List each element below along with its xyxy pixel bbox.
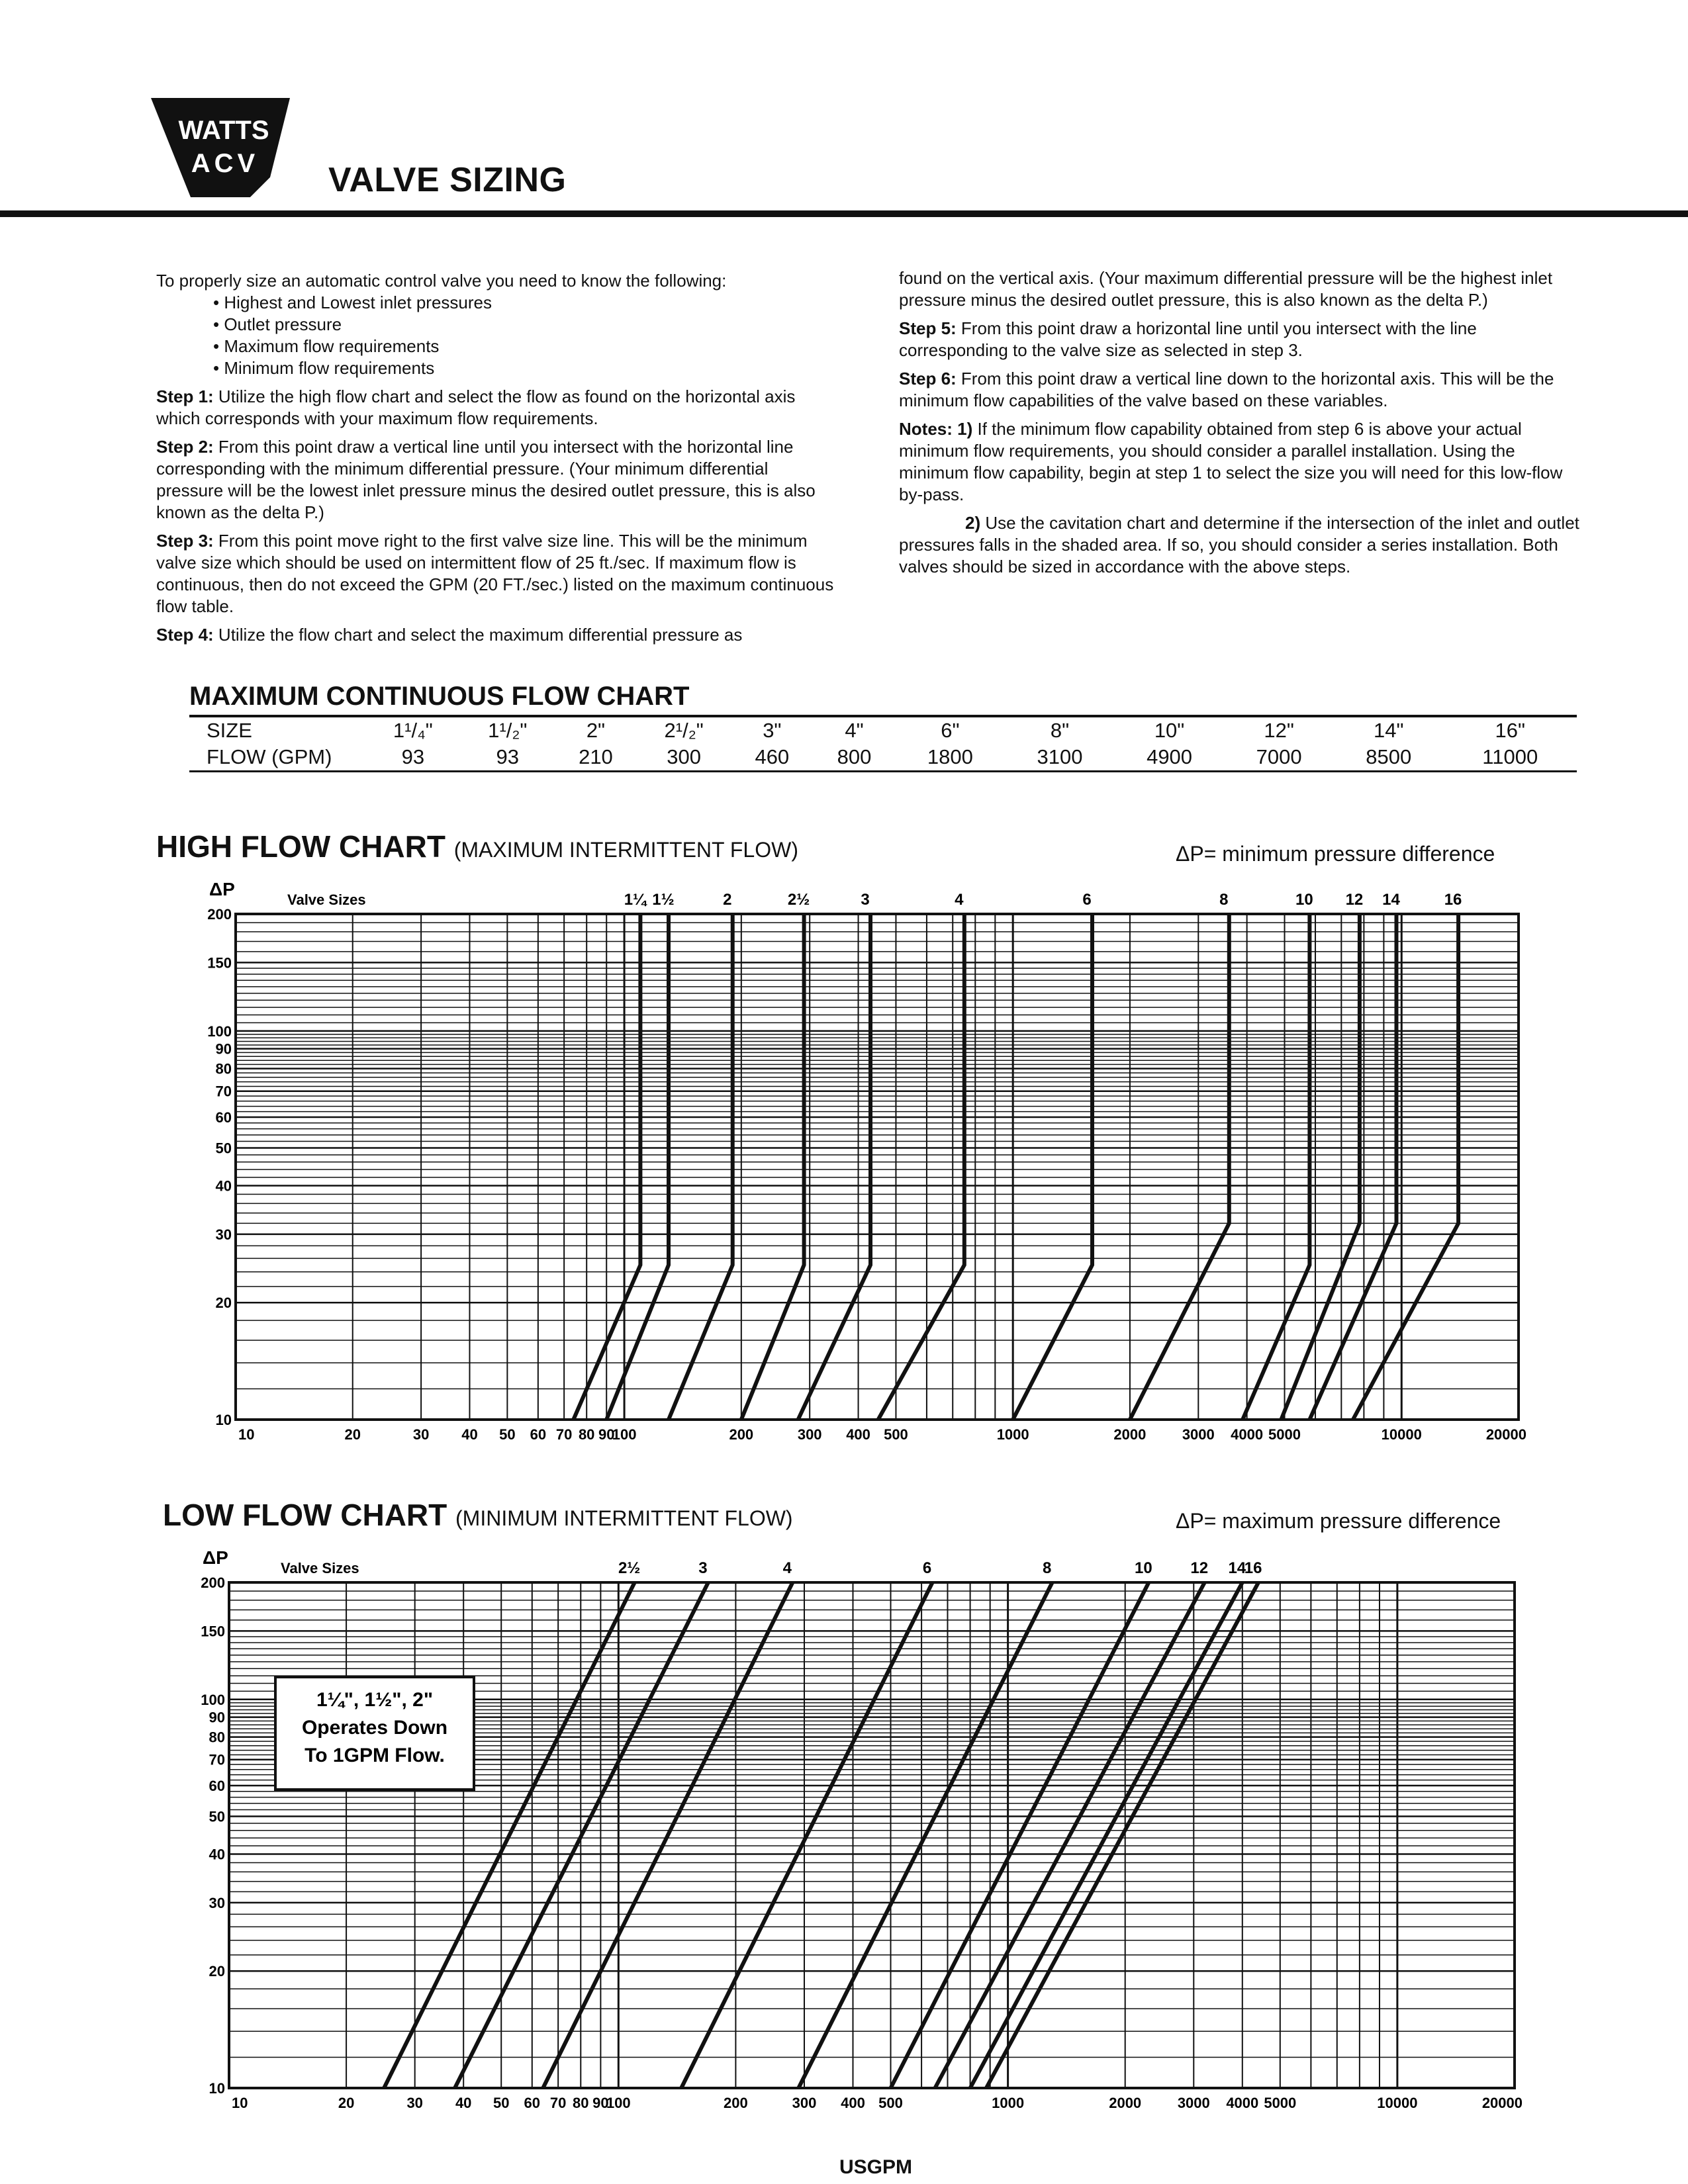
table-row-flow: [189, 744, 1577, 770]
y-tick-label: 50: [215, 1140, 232, 1157]
step-1: [156, 386, 838, 430]
y-tick-label: 70: [209, 1751, 225, 1768]
step-3: [156, 530, 838, 617]
series-label: 3: [698, 1559, 708, 1577]
step-4-continuation: found on the vertical axis. (Your maximum differential pressure will be the highest inlet pressure minus the desired outlet pressure, this is also known as the delta P.): [899, 268, 1553, 310]
chart-title-text: LOW FLOW CHART: [163, 1498, 447, 1532]
series-line: [1013, 914, 1092, 1420]
series-line: [1243, 914, 1309, 1420]
series-label: 2: [723, 891, 732, 909]
note-text: Use the cavitation chart and determine if the intersection of the inlet and outlet pressures falls in the shaded area. If so, you should consider a series installation. Both valves should be sized in accordance with the above steps.: [899, 513, 1579, 576]
series-line: [878, 914, 964, 1420]
x-tick-label: 3000: [1182, 1426, 1215, 1443]
step-label: Step 4:: [156, 625, 214, 645]
x-tick-label: 4000: [1226, 2095, 1259, 2111]
x-tick-label: 90: [598, 1426, 615, 1443]
size-cell: 4": [845, 719, 864, 742]
step-text: Utilize the flow chart and select the maximum differential pressure as: [213, 625, 743, 645]
series-label: 10: [1295, 891, 1313, 909]
x-tick-label: 10: [238, 1426, 255, 1443]
x-tick-label: 40: [461, 1426, 478, 1443]
flow-cell: 300: [667, 745, 701, 768]
notes-label: Notes: 1): [899, 419, 973, 439]
requirements-list: [213, 292, 838, 379]
x-tick-label: 30: [412, 1426, 430, 1443]
y-tick-label: 100: [207, 1023, 232, 1040]
step-label: Step 3:: [156, 531, 214, 551]
low-flow-dp-note: ΔP= maximum pressure difference: [1176, 1509, 1501, 1533]
x-tick-label: 20000: [1485, 1426, 1526, 1443]
series-label: 6: [922, 1559, 932, 1577]
bullet-item: • Minimum flow requirements: [213, 357, 838, 379]
chart-frame: [236, 914, 1519, 1420]
page-title: VALVE SIZING: [328, 161, 567, 199]
size-cell: 10": [1154, 719, 1185, 742]
series-label: 1½: [652, 891, 675, 909]
y-tick-label: 10: [209, 2080, 225, 2097]
y-tick-label: 80: [209, 1729, 225, 1746]
flow-cell: 800: [837, 745, 872, 768]
y-tick-label: 150: [201, 1623, 225, 1640]
series-label: 16: [1244, 1559, 1262, 1577]
y-tick-label: 60: [215, 1109, 232, 1126]
series-line: [669, 914, 733, 1420]
x-axis-label: USGPM: [839, 2156, 913, 2178]
series-header: Valve Sizes: [287, 891, 366, 908]
series-line: [986, 1582, 1258, 2088]
x-tick-label: 20000: [1481, 2095, 1523, 2111]
series-label: 12: [1345, 891, 1364, 909]
x-tick-label: 500: [878, 2095, 903, 2111]
flow-cell: 93: [496, 745, 519, 768]
y-axis-label: ΔP: [209, 879, 235, 899]
x-tick-label: 400: [841, 2095, 865, 2111]
series-line: [741, 914, 804, 1420]
x-tick-label: 1000: [992, 2095, 1025, 2111]
y-tick-label: 80: [215, 1060, 232, 1077]
x-tick-label: 60: [530, 1426, 547, 1443]
instructions-right-column: [899, 267, 1587, 584]
series-label: 4: [955, 891, 964, 909]
notes-label: 2): [965, 513, 981, 533]
note-1: [899, 418, 1587, 506]
series-line: [1353, 914, 1458, 1420]
y-tick-label: 40: [209, 1846, 225, 1863]
bullet-item: • Outlet pressure: [213, 314, 838, 336]
low-flow-chart: [0, 1529, 1688, 2151]
series-line: [606, 914, 669, 1420]
step-label: Step 1:: [156, 387, 214, 406]
x-tick-label: 200: [724, 2095, 748, 2111]
y-tick-label: 40: [215, 1177, 232, 1195]
y-tick-label: 30: [209, 1894, 225, 1911]
y-tick-label: 90: [215, 1040, 232, 1058]
size-cell: 2¹/₂": [664, 719, 704, 742]
y-axis-label: ΔP: [203, 1547, 228, 1568]
y-tick-label: 20: [209, 1963, 225, 1980]
y-tick-label: 50: [209, 1808, 225, 1825]
x-tick-label: 500: [884, 1426, 908, 1443]
series-label: 2½: [618, 1559, 641, 1577]
step-label: Step 5:: [899, 318, 957, 338]
flow-cell: 8500: [1366, 745, 1412, 768]
y-tick-label: 100: [201, 1691, 225, 1708]
x-tick-label: 2000: [1109, 2095, 1142, 2111]
annotation-text: 1¼", 1½", 2": [316, 1689, 434, 1711]
series-label: 1¼: [624, 891, 647, 909]
size-cell: 6": [941, 719, 960, 742]
x-tick-label: 400: [846, 1426, 870, 1443]
high-flow-chart-title: [156, 829, 798, 864]
x-tick-label: 40: [455, 2095, 472, 2111]
max-continuous-flow-table: [189, 715, 1577, 772]
size-cell: 12": [1264, 719, 1294, 742]
series-line: [384, 1582, 635, 2088]
header-rule: [0, 210, 1688, 217]
bullet-item: • Maximum flow requirements: [213, 336, 838, 357]
y-tick-label: 60: [209, 1778, 225, 1795]
series-label: 2½: [787, 891, 810, 909]
annotation-text: To 1GPM Flow.: [305, 1745, 445, 1766]
step-text: From this point draw a horizontal line until you intersect with the line corresponding to the valve size as selected in step 3.: [899, 318, 1477, 360]
flow-cell: 11000: [1482, 745, 1538, 768]
bullet-item: • Highest and Lowest inlet pressures: [213, 292, 838, 314]
size-cell: 1¹/₂": [488, 719, 528, 742]
series-label: 14: [1228, 1559, 1246, 1577]
step-2: [156, 436, 838, 523]
series-label: 3: [861, 891, 870, 909]
step-text: From this point draw a vertical line until you intersect with the horizontal line corresponding with the minimum differential pressure. (Your minimum differential pressure will be the lowest inlet pressure minus the desired outlet pressure, this is also known as the delta P.): [156, 437, 816, 522]
chart-subtitle: (MINIMUM INTERMITTENT FLOW): [455, 1506, 793, 1530]
x-tick-label: 1000: [996, 1426, 1029, 1443]
x-tick-label: 50: [499, 1426, 516, 1443]
x-tick-label: 20: [344, 1426, 361, 1443]
step-6: [899, 368, 1587, 412]
size-cell: 2": [586, 719, 606, 742]
y-tick-label: 90: [209, 1709, 225, 1726]
row-label: FLOW (GPM): [207, 745, 332, 768]
high-flow-dp-note: ΔP= minimum pressure difference: [1176, 842, 1495, 866]
flow-cell: 210: [579, 745, 613, 768]
series-line: [798, 914, 870, 1420]
logo-text-1: WATTS: [178, 116, 269, 145]
x-tick-label: 70: [549, 2095, 567, 2111]
step-4: [156, 624, 838, 646]
note-text: If the minimum flow capability obtained from step 6 is above your actual minimum flow requirements, you should consider a parallel installation. Using the minimum flow capability, begin at step 1 to select the size you will need for this low-flow by-pass.: [899, 419, 1563, 504]
size-cell: 3": [763, 719, 782, 742]
series-line: [1281, 914, 1359, 1420]
x-tick-label: 5000: [1264, 2095, 1297, 2111]
flow-cell: 93: [401, 745, 425, 768]
x-tick-label: 20: [338, 2095, 355, 2111]
x-tick-label: 30: [406, 2095, 423, 2111]
flow-cell: 7000: [1256, 745, 1302, 768]
flow-cell: 1800: [927, 745, 973, 768]
series-line: [798, 1582, 1052, 2088]
series-label: 6: [1082, 891, 1092, 909]
x-tick-label: 3000: [1177, 2095, 1210, 2111]
y-tick-label: 200: [201, 1574, 225, 1591]
watts-acv-logo: [151, 98, 290, 197]
series-label: 8: [1042, 1559, 1052, 1577]
low-flow-chart-title: [163, 1497, 793, 1533]
series-label: 8: [1219, 891, 1229, 909]
x-tick-label: 70: [555, 1426, 573, 1443]
series-line: [1130, 914, 1229, 1420]
x-tick-label: 10000: [1381, 1426, 1422, 1443]
x-tick-label: 5000: [1268, 1426, 1301, 1443]
series-line: [935, 1582, 1205, 2088]
intro-text: To properly size an automatic control valve you need to know the following:: [156, 271, 727, 291]
chart-title-text: HIGH FLOW CHART: [156, 829, 445, 864]
logo-text-2: ACV: [191, 149, 259, 178]
series-label: 12: [1190, 1559, 1209, 1577]
table-row-size: [189, 717, 1577, 744]
y-tick-label: 70: [215, 1083, 232, 1100]
x-tick-label: 50: [492, 2095, 510, 2111]
step-text: From this point move right to the first valve size line. This will be the minimum valve size which should be used on intermittent flow of 25 ft./sec. If maximum flow is continuous, then do not exceed the GPM (20 FT./sec.) listed on the maximum continuous flow table.: [156, 531, 834, 616]
y-tick-label: 150: [207, 954, 232, 972]
instructions-left-column: [156, 270, 838, 653]
series-line: [891, 1582, 1149, 2088]
x-tick-label: 10: [232, 2095, 248, 2111]
series-line: [970, 1582, 1243, 2088]
flow-cell: 460: [755, 745, 790, 768]
step-label: Step 2:: [156, 437, 214, 457]
x-tick-label: 2000: [1113, 1426, 1147, 1443]
x-tick-label: 100: [612, 1426, 637, 1443]
x-tick-label: 80: [578, 1426, 595, 1443]
series-line: [681, 1582, 932, 2088]
x-tick-label: 300: [792, 2095, 817, 2111]
note-2: [899, 512, 1587, 578]
y-tick-label: 10: [215, 1412, 232, 1428]
size-cell: 8": [1050, 719, 1070, 742]
chart-subtitle: (MAXIMUM INTERMITTENT FLOW): [453, 838, 798, 862]
high-flow-chart: [0, 860, 1688, 1456]
series-label: 10: [1135, 1559, 1152, 1577]
series-label: 14: [1382, 891, 1400, 909]
x-tick-label: 300: [797, 1426, 822, 1443]
step-5: [899, 318, 1587, 361]
x-tick-label: 90: [592, 2095, 609, 2111]
size-cell: 14": [1373, 719, 1404, 742]
size-cell: 16": [1495, 719, 1525, 742]
max-continuous-flow-title: MAXIMUM CONTINUOUS FLOW CHART: [189, 682, 690, 711]
series-label: 4: [782, 1559, 792, 1577]
x-tick-label: 200: [729, 1426, 754, 1443]
x-tick-label: 60: [524, 2095, 541, 2111]
series-label: 16: [1444, 891, 1462, 909]
y-tick-label: 20: [215, 1295, 232, 1312]
x-tick-label: 80: [573, 2095, 589, 2111]
y-tick-label: 200: [207, 906, 232, 923]
size-cell: 1¹/₄": [393, 719, 433, 742]
annotation-text: Operates Down: [301, 1717, 448, 1739]
flow-cell: 3100: [1037, 745, 1083, 768]
row-label: SIZE: [207, 719, 252, 742]
x-tick-label: 10000: [1377, 2095, 1418, 2111]
step-text: Utilize the high flow chart and select the flow as found on the horizontal axis which corresponds with your maximum flow requirements.: [156, 387, 796, 428]
step-text: From this point draw a vertical line down to the horizontal axis. This will be the minimum flow capabilities of the valve based on these variables.: [899, 369, 1554, 410]
flow-cell: 4900: [1147, 745, 1193, 768]
series-header: Valve Sizes: [281, 1560, 359, 1576]
y-tick-label: 30: [215, 1226, 232, 1243]
step-label: Step 6:: [899, 369, 957, 388]
x-tick-label: 4000: [1231, 1426, 1264, 1443]
x-tick-label: 100: [606, 2095, 631, 2111]
